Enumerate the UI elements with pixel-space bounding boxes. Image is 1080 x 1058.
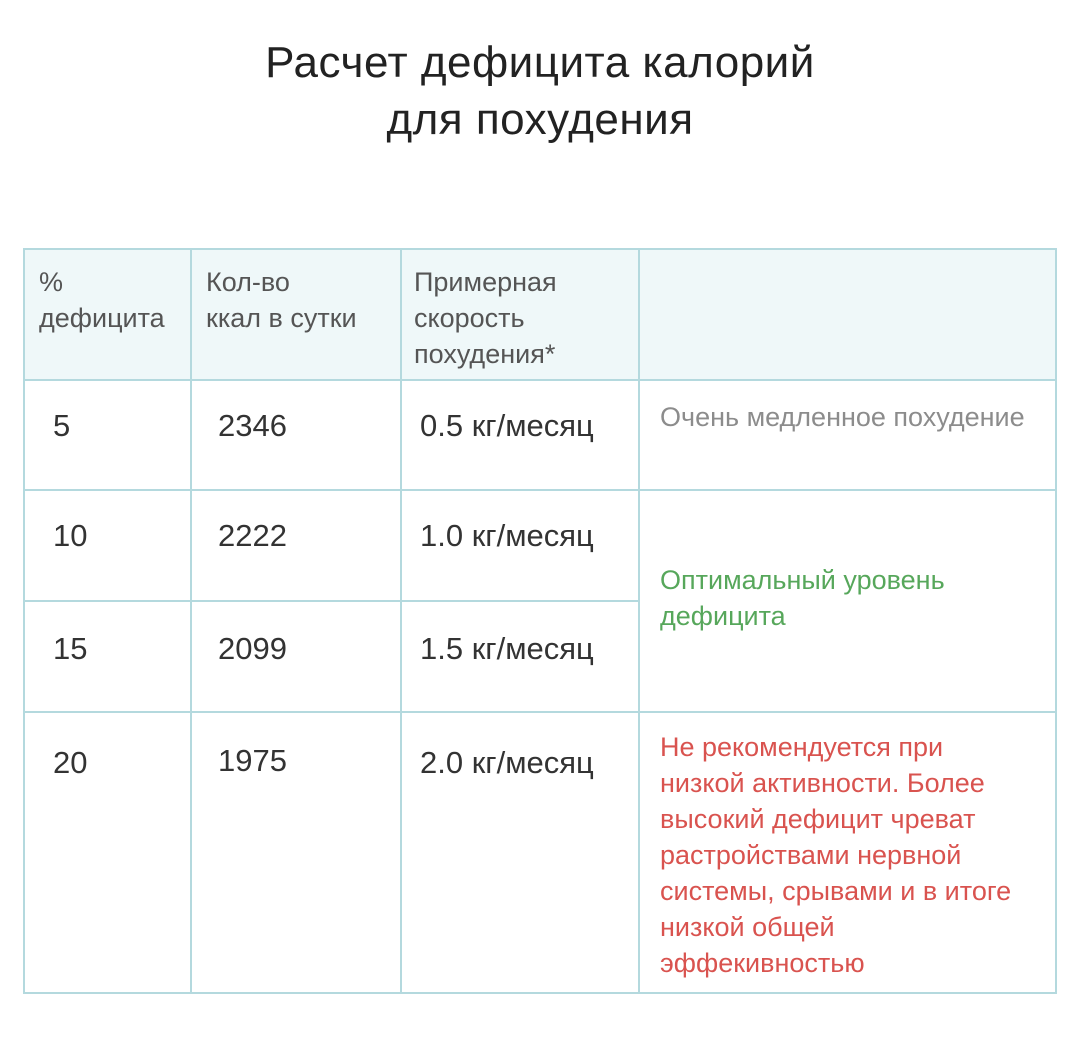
page-title-line-2: для похудения bbox=[386, 95, 694, 144]
deficit-cell: 10 bbox=[24, 490, 191, 601]
header-speed bbox=[401, 249, 639, 380]
kcal-cell: 2222 bbox=[191, 490, 401, 601]
header-kcal-line: ккал в сутки bbox=[206, 303, 357, 333]
header-deficit-line: % bbox=[39, 267, 64, 297]
header-speed-line: Примерная bbox=[414, 267, 557, 297]
kcal-cell: 2099 bbox=[191, 601, 401, 712]
page-title-line-1: Расчет дефицита калорий bbox=[265, 38, 815, 87]
header-note bbox=[639, 249, 1056, 380]
header-deficit bbox=[24, 249, 191, 380]
speed-cell: 2.0 кг/месяц bbox=[401, 712, 639, 993]
speed-cell: 0.5 кг/месяц bbox=[401, 380, 639, 490]
table-header-row bbox=[24, 249, 1056, 380]
header-kcal-line: Кол-во bbox=[206, 267, 290, 297]
deficit-cell: 5 bbox=[24, 380, 191, 490]
deficit-cell: 20 bbox=[24, 712, 191, 993]
speed-cell: 1.0 кг/месяц bbox=[401, 490, 639, 601]
speed-cell: 1.5 кг/месяц bbox=[401, 601, 639, 712]
calorie-deficit-table bbox=[23, 248, 1057, 994]
header-deficit-line: дефицита bbox=[39, 303, 165, 333]
deficit-cell: 15 bbox=[24, 601, 191, 712]
table-row bbox=[24, 490, 1056, 601]
kcal-cell: 1975 bbox=[191, 712, 401, 993]
header-speed-line: похудения* bbox=[414, 339, 556, 369]
page-title bbox=[0, 34, 1080, 148]
header-kcal bbox=[191, 249, 401, 380]
note-cell-warning: Не рекомендуется при низкой активности. Более высокий дефицит чреват растройствами нервной системы, срывами и в итоге низкой общей эффекивностью bbox=[639, 712, 1056, 993]
header-speed-line: скорость bbox=[414, 303, 525, 333]
note-cell-slow: Очень медленное похудение bbox=[639, 380, 1056, 490]
table-row bbox=[24, 712, 1056, 993]
table-row bbox=[24, 380, 1056, 490]
note-cell-optimal: Оптимальный уровень дефицита bbox=[639, 490, 1056, 712]
kcal-cell: 2346 bbox=[191, 380, 401, 490]
